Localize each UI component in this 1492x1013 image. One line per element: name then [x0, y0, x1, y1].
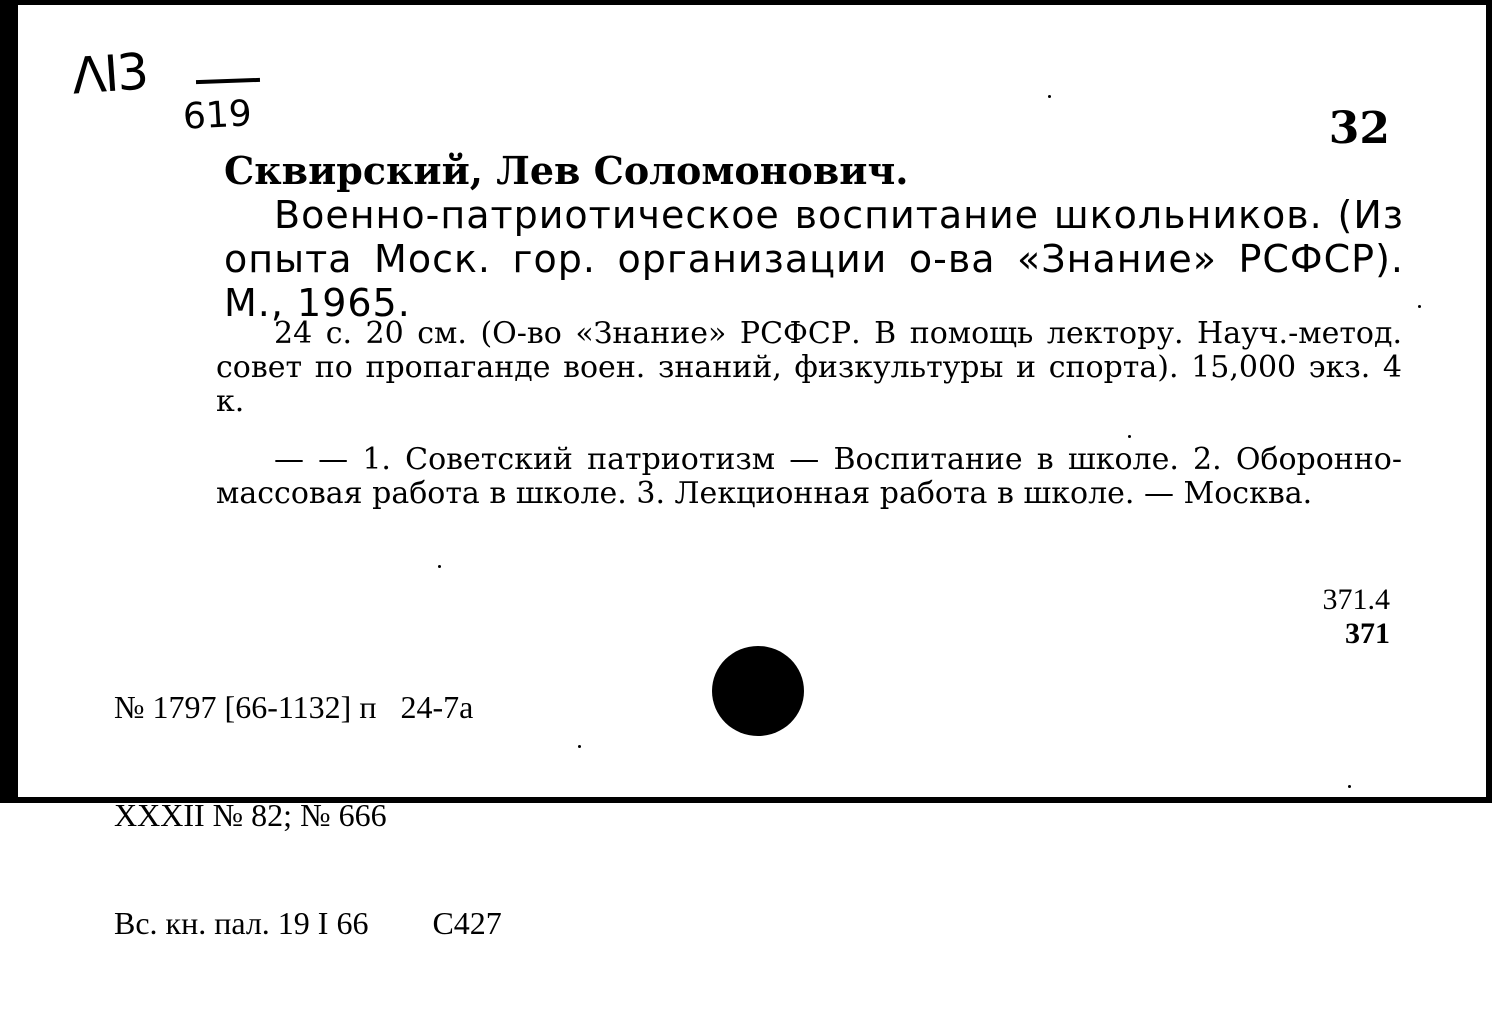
record-line-2: XXXII № 82; № 666 [114, 797, 387, 833]
classification-line-2: 371 [1345, 617, 1390, 650]
scan-speck [1348, 785, 1351, 788]
record-line-1: № 1797 [66-1132] п 24-7а [114, 689, 474, 725]
physical-description: 24 с. 20 см. (О-во «Знание» РСФСР. В помощь лектору. Науч.-метод. совет по пропаганде воен. знаний, физкультуры и спорта). 15,000 экз. 4 к. [216, 316, 1402, 419]
scan-speck [1418, 305, 1421, 308]
handwritten-shelfmark-top: ΛI3 [70, 42, 149, 106]
scan-speck [438, 565, 441, 568]
title-statement: Военно-патриотическое воспитание школьников. (Из опыта Моск. гор. организации о-ва «Знание» РСФСР). М., 1965. [224, 193, 1404, 325]
handwritten-shelfmark-bottom: 619 [181, 93, 253, 138]
scan-speck [1048, 95, 1051, 98]
punch-hole [712, 646, 804, 736]
classification-numbers [1323, 583, 1391, 651]
card-number: 32 [1328, 103, 1390, 154]
handwritten-fraction-line [196, 78, 260, 84]
classification-line-1: 371.4 [1322, 583, 1390, 616]
scan-speck [1128, 435, 1131, 438]
scan-speck [578, 745, 581, 748]
author-heading: Сквирский, Лев Соломонович. [224, 148, 909, 193]
record-info [114, 617, 502, 1013]
record-line-3: Вс. кн. пал. 19 I 66 С427 [114, 905, 502, 941]
subject-headings: — — 1. Советский патриотизм — Воспитание в школе. 2. Оборонно-массовая работа в школе. 3. Лекционная работа в школе. — Москва. [216, 442, 1402, 511]
